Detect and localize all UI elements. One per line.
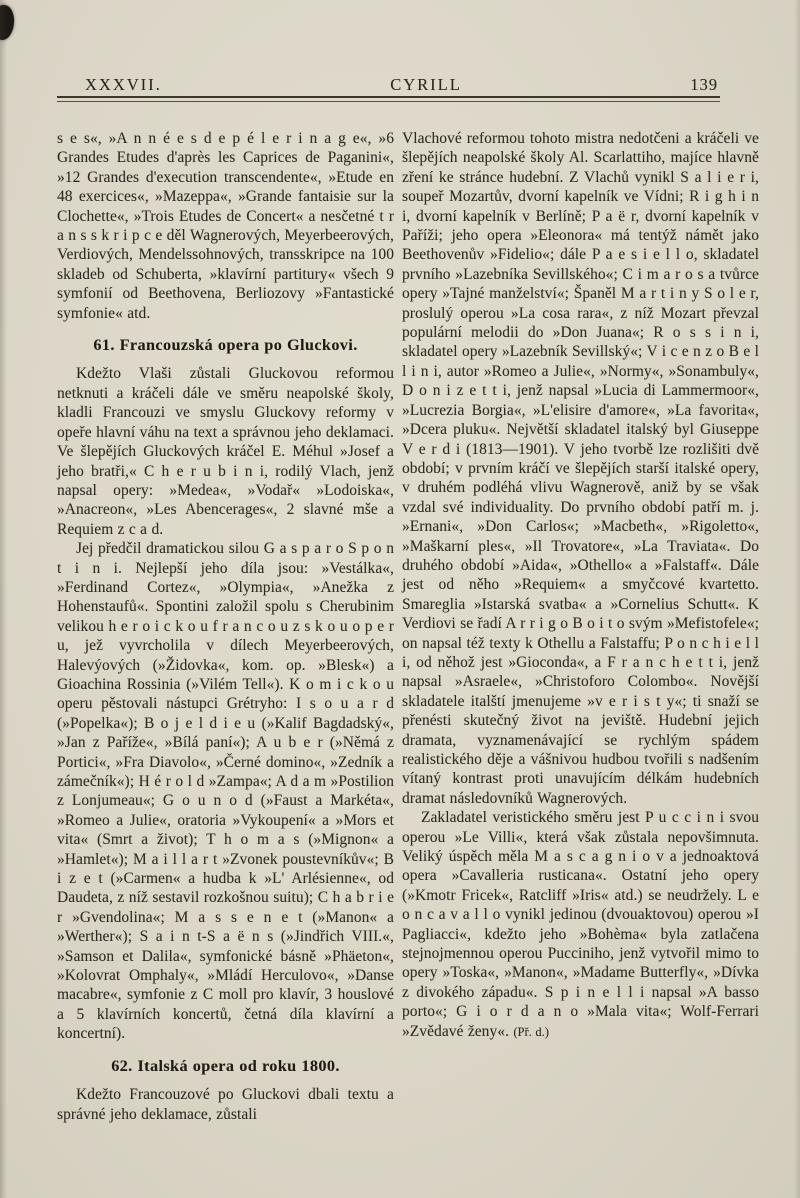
- paragraph-italian-opera-intro: Kdežto Francouzové po Gluckovi dbali textu a správné jeho deklamace, zůstali: [57, 1086, 394, 1123]
- paragraph-verismo-text: Zakladatel veristického směru jest P u c c i n i svou operou »Le Villi«, která však zůstala nepovšimnuta. Veliký úspěch měla M a s c a g n i o v a jednoaktová opera »Cavalleria rusticana«. Ostatní jeho opery (»Kmotr Fricek«, Ratcliff »Iris« atd.) se neudržely. L e o n c a v a l l o vynikl jedinou (dvouaktovou) operou »I Pagliacci«, kdežto jeho »Bohèma« byla zatlačena stejnojmennou operou Pucciniho, jenž vytvořil mimo to opery »Toska«, »Manon«, »Madame Butterfly«, »Dívka z divokého západu«. S p i n e l l i napsal »A basso porto«; G i o r d a n o »Mala vita«; Wolf-Ferrari »Zvědavé ženy«.: [402, 809, 759, 1040]
- header-rule: [57, 96, 720, 102]
- continuation-note: (Př. d.): [513, 1024, 549, 1039]
- journal-title: CYRILL: [390, 75, 462, 94]
- scan-edge-right: [794, 0, 800, 1198]
- paragraph-french-opera-composers: Jej předčil dramatickou silou G a s p a r o S p o n t i n i. Nejlepší jeho díla jsou: »Vestálka«, »Ferdinand Cortez«, »Olympia«, »Anežka z Hohenstaufů«. Spontini založil spolu s Cherubinim velikou h e r o i c k o u f r a n c o u z s k o u o p e r u, jež vyvrcholila v dílech Meyerbeerových, Halevýových (»Židovka«, kom. op. »Blesk«) a Gioachina Rossinia (»Vilém Tell«). K o m i c k o u operu pěstovali nástupci Grétryho: I s o u a r d (»Popelka«); B o j e l d i e u (»Kalif Bagdadský«, »Jan z Paříže«, »Bílá paní«); A u b e r (»Němá z Portici«, »Fra Diavolo«, »Černé domino«, »Zedník a zámečník«); H é r o l d »Zampa«; A d a m »Postilion z Lonjumeau«; G o u n o d (»Faust a Markéta«, »Romeo a Julie«, oratoria »Vykoupení« a »Mors et vita« (Smrt a život); T h o m a s (»Mignon« a »Hamlet«); M a i l l a r t »Zvonek poustevníkův«; B i z e t (»Carmen« a hudba k »L' Arlésienne«, od Daudeta, z níž sestavil rozkošnou suitu); C h a b r i e r »Gvendolina«; M a s s e n e t (»Manon« a »Werther«); S a i n t-S a ë n s (»Jindřich VIII.«, »Samson et Dalila«, symfonické básně »Phäeton«, »Kolovrat Omphaly«, »Mládí Herculovo«, »Danse macabre«, symfonie z C moll pro klavír, 3 houslové a 5 klavírních koncertů, četná díla klavírní a koncertní).: [57, 540, 394, 1043]
- running-header: [57, 75, 720, 95]
- paragraph-verismo: [402, 808, 759, 1042]
- paragraph-italian-opera-main: Vlachové reformou tohoto mistra nedotčeni a kráčeli ve šlepějích neapolské školy Al. Scarlattiho, majíce hlavně zření ke stránce hudební. Z Vlachů vynikl S a l i e r i, soupeř Mozartův, dvorní kapelník ve Vídni; R i g h i n i, dvorní kapelník v Berlíně; P a ë r, dvorní kapelník v Paříži; jeho opera »Eleonora« má tentýž námět jako Beethovenův »Fidelio«; dále P a e s i e l l o, skladatel prvního »Lazebníka Sevillského«; C i m a r o s a tvůrce opery »Tajné manželství«; Španěl M a r t i n y S o l e r, proslulý operou »La cosa rara«, z níž Mozart převzal populární melodii do »Don Juana«; R o s s i n i, skladatel opery »Lazebník Sevillský«; V i c e n z o B e l l i n i, autor »Romeo a Julie«, »Normy«, »Sonambuly«, D o n i z e t t i, jenž napsal »Lucia di Lammermoor«, »Lucrezia Borgia«, »L'elisire d'amore«, »La favorita«, »Dcera pluku«. Největší skladatel italský byl Giuseppe V e r d i (1813—1901). V jeho tvorbě lze rozlišiti dvě období; v prvním kráčí ve šlepějích starší italské opery, v druhém podléhá vlivu Wagnerově, aniž by se však vzdal své individuality. Do prvního období patří m. j. »Ernani«, »Don Carlos«; »Macbeth«, »Rigoletto«, »Maškarní ples«, »Il Trovatore«, »La Traviata«. Do druhého období »Aida«, »Othello« a »Falstaff«. Dále jest od něho »Requiem« a smyčcové kvartetto. Smareglia »Istarská svatba« a »Cornelius Schutt«. K Verdiovi se řadí A r r i g o B o i t o svým »Mefistofele«; on napsal též texty k Othellu a Falstaffu; P o n c h i e l l i, od něhož jest »Gioconda«, a F r a n c h e t t i, jenž napsal »Asraele«, »Christoforo Colombo«. Novější skladatele italští jmenujeme »v e r i s t y«; ti snaží se přenésti skutečný život na jeviště. Hudební jejich dramata, vyznamenávající se rychlým spádem realistického děje a vášnivou hudbou tvořili s nadšením vítaný kontrast proti unavujícím délkám hudebních dramat následovníků Wagnerových.: [402, 130, 759, 807]
- page-number: 139: [690, 75, 718, 94]
- volume-number: XXXVII.: [85, 75, 162, 94]
- right-column: [402, 129, 759, 1042]
- scan-edge-left: [0, 0, 7, 1198]
- section-heading-62: 62. Italská opera od roku 1800.: [111, 1056, 340, 1075]
- section-heading-61: 61. Francouzská opera po Gluckovi.: [93, 336, 358, 355]
- paragraph-french-opera-gluck: Kdežto Vlaši zůstali Gluckovou reformou netknuti a kráčeli dále ve směru neapolské školy, kladli Francouzi ve smyslu Gluckovy reformy v opeře hlavní váhu na text a správnou jeho deklamaci. Ve šlepějích Gluckových kráčel E. Méhul »Josef a jeho bratři,« C h e r u b i n i, rodilý Vlach, jenž napsal opery: »Medea«, »Vodař« »Lodoiska«, »Anacreon«, »Les Abencerages«, 2 slavné mše a Requiem z c a d.: [57, 365, 394, 538]
- left-column: [57, 129, 394, 1124]
- paragraph-liszt-works: s e s«, »A n n é e s d e p é l e r i n a g e«, »6 Grandes Etudes d'après les Caprices de Paganini«, »12 Grandes d'execution transcendente«, »Etude en 48 exercices«, »Mazeppa«, »Grande fantaisie sur la Clochette«, »Trois Etudes de Concert« a nesčetné t r a n s s k r i p c e děl Wagnerových, Meyerbeerových, Verdiových, Mendelssohnových, transskripce na 100 skladeb od Schuberta, »klavírní partitury« všech 9 symfonií od Beethovena, Berliozovy »Fantastické symfonie« atd.: [57, 130, 394, 322]
